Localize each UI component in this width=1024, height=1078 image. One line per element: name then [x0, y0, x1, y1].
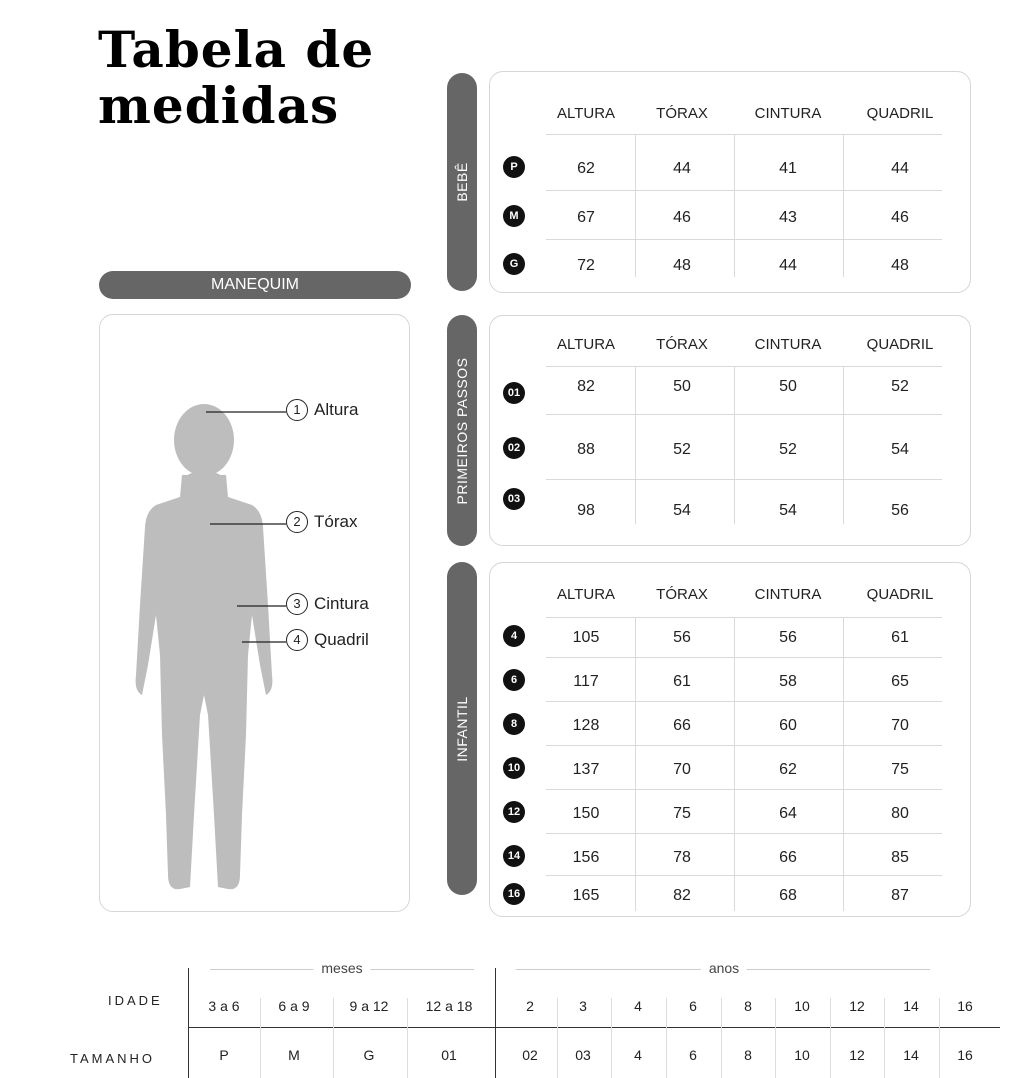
measure-value: 58 — [779, 673, 797, 690]
measure-value: 48 — [891, 257, 909, 274]
age-cell: 3 a 6 — [208, 998, 240, 1014]
column-divider — [843, 366, 844, 524]
age-column-divider — [884, 998, 885, 1078]
age-column-divider — [407, 998, 408, 1078]
measure-value: 105 — [572, 629, 600, 646]
measure-value: 52 — [779, 441, 797, 458]
measure-value: 62 — [779, 761, 797, 778]
page-title — [98, 22, 428, 134]
section-name-infantil: INFANTIL — [454, 695, 470, 762]
measure-value: 43 — [779, 209, 797, 226]
mannequin-header: MANEQUIM — [99, 271, 411, 299]
column-divider — [843, 134, 844, 277]
measure-value: 46 — [673, 209, 691, 226]
measure-text-altura: Altura — [314, 400, 359, 419]
measure-value: 62 — [577, 160, 595, 177]
column-header-1: TÓRAX — [656, 336, 708, 353]
measure-value: 66 — [673, 717, 691, 734]
age-column-divider — [333, 998, 334, 1078]
section-name-bebe: BEBÊ — [454, 162, 470, 202]
size-badge: 6 — [503, 669, 525, 691]
measure-text-quadril: Quadril — [314, 630, 369, 649]
age-column-divider — [260, 998, 261, 1078]
measure-value: 44 — [779, 257, 797, 274]
size-cell: 4 — [634, 1047, 642, 1063]
size-badge: 12 — [503, 801, 525, 823]
row-divider — [546, 745, 942, 746]
age-size-divider — [188, 1027, 1000, 1028]
section-name-primeiros-passos: PRIMEIROS PASSOS — [454, 357, 470, 504]
row-divider — [546, 657, 942, 658]
size-cell: 8 — [744, 1047, 752, 1063]
measure-value: 75 — [673, 805, 691, 822]
size-badge: 03 — [503, 488, 525, 510]
column-divider — [635, 134, 636, 277]
size-cell: M — [288, 1047, 300, 1063]
measure-value: 66 — [779, 849, 797, 866]
measure-value: 52 — [673, 441, 691, 458]
measure-label-altura — [286, 399, 358, 421]
size-badge: 14 — [503, 845, 525, 867]
column-header-2: CINTURA — [754, 586, 822, 603]
age-column-divider — [830, 998, 831, 1078]
measure-label-quadril — [286, 629, 369, 651]
measure-value: 85 — [891, 849, 909, 866]
section-label-infantil — [447, 562, 477, 895]
column-header-0: ALTURA — [556, 105, 616, 122]
row-divider — [546, 617, 942, 618]
measure-value: 52 — [891, 378, 909, 395]
column-header-2: CINTURA — [754, 336, 822, 353]
age-cell: 16 — [957, 998, 973, 1014]
measure-value: 44 — [891, 160, 909, 177]
column-header-0: ALTURA — [556, 336, 616, 353]
age-cell: 8 — [744, 998, 752, 1014]
size-badge: 4 — [503, 625, 525, 647]
measure-value: 56 — [673, 629, 691, 646]
measure-value: 165 — [572, 887, 600, 904]
measure-value: 54 — [891, 441, 909, 458]
months-group-label: meses — [313, 960, 370, 976]
measure-value: 156 — [572, 849, 600, 866]
measure-value: 54 — [779, 502, 797, 519]
measure-value: 117 — [573, 673, 599, 690]
measure-value: 78 — [673, 849, 691, 866]
column-divider — [734, 134, 735, 277]
measure-value: 70 — [673, 761, 691, 778]
size-cell: 02 — [522, 1047, 538, 1063]
age-cell: 12 a 18 — [425, 998, 473, 1014]
column-header-3: QUADRIL — [866, 105, 934, 122]
age-cell: 2 — [526, 998, 534, 1014]
size-cell: 6 — [689, 1047, 697, 1063]
size-cell: 16 — [957, 1047, 973, 1063]
measure-value: 137 — [572, 761, 600, 778]
size-table-primeiros-passos — [489, 315, 971, 546]
row-divider — [546, 366, 942, 367]
measure-value: 54 — [673, 502, 691, 519]
column-divider — [734, 366, 735, 524]
age-cell: 12 — [849, 998, 865, 1014]
age-cell: 14 — [903, 998, 919, 1014]
page-title-line-1: Tabela de — [98, 20, 375, 79]
age-row-label: IDADE — [108, 993, 163, 1008]
age-cell: 10 — [794, 998, 810, 1014]
measure-value: 75 — [891, 761, 909, 778]
measure-value: 82 — [577, 378, 595, 395]
section-label-primeiros-passos — [447, 315, 477, 546]
measure-number-3: 3 — [286, 593, 308, 615]
column-header-1: TÓRAX — [656, 105, 708, 122]
column-divider — [635, 366, 636, 524]
age-column-divider — [611, 998, 612, 1078]
age-column-divider — [666, 998, 667, 1078]
size-cell: 10 — [794, 1047, 810, 1063]
age-cell: 6 a 9 — [278, 998, 310, 1014]
measure-value: 50 — [779, 378, 797, 395]
column-header-2: CINTURA — [754, 105, 822, 122]
column-divider — [635, 617, 636, 911]
row-divider — [546, 134, 942, 135]
row-divider — [546, 789, 942, 790]
size-badge: 8 — [503, 713, 525, 735]
measure-label-torax — [286, 511, 357, 533]
measure-number-1: 1 — [286, 399, 308, 421]
measure-value: 80 — [891, 805, 909, 822]
measure-value: 56 — [779, 629, 797, 646]
measure-value: 56 — [891, 502, 909, 519]
age-column-divider — [775, 998, 776, 1078]
measure-text-cintura: Cintura — [314, 594, 369, 613]
measure-value: 60 — [779, 717, 797, 734]
measure-value: 64 — [779, 805, 797, 822]
measure-value: 44 — [673, 160, 691, 177]
measure-value: 68 — [779, 887, 797, 904]
size-cell: 01 — [441, 1047, 457, 1063]
age-cell: 9 a 12 — [349, 998, 389, 1014]
measure-value: 87 — [891, 887, 909, 904]
mannequin-panel — [99, 314, 410, 912]
row-divider — [546, 239, 942, 240]
size-cell: 12 — [849, 1047, 865, 1063]
size-cell: G — [363, 1047, 375, 1063]
measure-value: 128 — [572, 717, 600, 734]
size-cell: 14 — [903, 1047, 919, 1063]
measure-value: 67 — [577, 209, 595, 226]
measure-value: 48 — [673, 257, 691, 274]
measure-text-torax: Tórax — [314, 512, 358, 531]
measure-value: 41 — [779, 160, 797, 177]
measure-value: 61 — [673, 673, 691, 690]
measure-number-4: 4 — [286, 629, 308, 651]
measure-value: 70 — [891, 717, 909, 734]
age-cell: 4 — [634, 998, 642, 1014]
row-divider — [546, 479, 942, 480]
label-divider — [188, 968, 189, 1078]
column-header-3: QUADRIL — [866, 336, 934, 353]
column-header-1: TÓRAX — [656, 586, 708, 603]
row-divider — [546, 414, 942, 415]
size-badge: G — [503, 253, 525, 275]
size-row-label: TAMANHO — [70, 1051, 156, 1066]
column-divider — [734, 617, 735, 911]
measure-value: 72 — [577, 257, 595, 274]
age-cell: 6 — [689, 998, 697, 1014]
size-cell: 03 — [575, 1047, 591, 1063]
row-divider — [546, 833, 942, 834]
row-divider — [546, 701, 942, 702]
measure-value: 46 — [891, 209, 909, 226]
page-title-line-2: medidas — [98, 76, 340, 135]
column-header-0: ALTURA — [556, 586, 616, 603]
age-cell: 3 — [579, 998, 587, 1014]
measure-label-cintura — [286, 593, 369, 615]
section-label-bebe — [447, 73, 477, 291]
size-badge: 10 — [503, 757, 525, 779]
measure-value: 88 — [577, 441, 595, 458]
size-table-infantil — [489, 562, 971, 917]
row-divider — [546, 875, 942, 876]
age-column-divider — [557, 998, 558, 1078]
group-divider — [495, 968, 496, 1078]
years-group-label: anos — [701, 960, 747, 976]
column-header-3: QUADRIL — [866, 586, 934, 603]
column-divider — [843, 617, 844, 911]
size-badge: 01 — [503, 382, 525, 404]
measure-value: 65 — [891, 673, 909, 690]
size-cell: P — [219, 1047, 229, 1063]
row-divider — [546, 190, 942, 191]
size-badge: P — [503, 156, 525, 178]
size-badge: 02 — [503, 437, 525, 459]
size-table-bebe — [489, 71, 971, 293]
age-column-divider — [939, 998, 940, 1078]
size-badge: M — [503, 205, 525, 227]
measure-value: 82 — [673, 887, 691, 904]
measure-value: 98 — [577, 502, 595, 519]
age-size-table — [0, 950, 1024, 1078]
measure-value: 61 — [891, 629, 909, 646]
measure-number-2: 2 — [286, 511, 308, 533]
age-column-divider — [721, 998, 722, 1078]
measure-value: 150 — [572, 805, 600, 822]
measure-value: 50 — [673, 378, 691, 395]
size-badge: 16 — [503, 883, 525, 905]
